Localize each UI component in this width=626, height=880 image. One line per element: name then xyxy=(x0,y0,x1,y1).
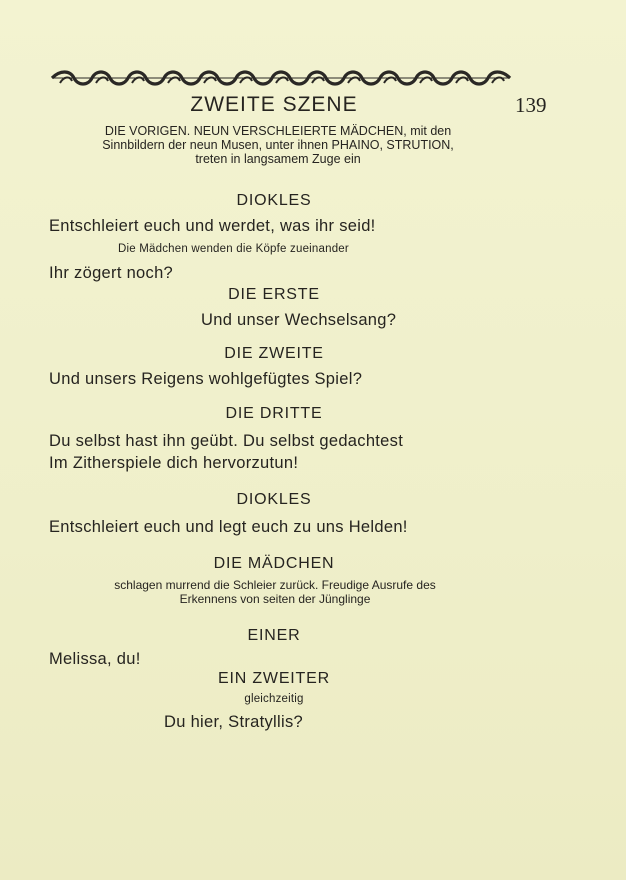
verse-line: Und unser Wechselsang? xyxy=(201,311,397,329)
cast-line: Sinnbildern der neun Musen, unter ihnen PHAINO, STRUTION, xyxy=(102,138,454,152)
verse-line: Melissa, du! xyxy=(49,650,141,668)
speaker-name: EINER xyxy=(247,627,301,644)
verse-line: Im Zitherspiele dich hervorzutun! xyxy=(49,454,299,472)
stage-direction: gleichzeitig xyxy=(244,693,304,705)
verse-line: Du hier, Stratyllis? xyxy=(164,713,303,731)
verse-line: Und unsers Reigens wohlgefügtes Spiel? xyxy=(49,370,363,388)
stage-direction xyxy=(40,578,510,606)
cast-line: treten in langsamem Zuge ein xyxy=(195,152,361,166)
verse-line: Ihr zögert noch? xyxy=(49,264,174,282)
speaker-name: DIOKLES xyxy=(236,491,312,508)
speaker-name: DIE ERSTE xyxy=(228,286,320,303)
cast-line: DIE VORIGEN. NEUN VERSCHLEIERTE MÄDCHEN, mit den xyxy=(104,124,452,138)
verse-line: Du selbst hast ihn geübt. Du selbst gedachtest xyxy=(49,432,404,450)
scene-title: ZWEITE SZENE xyxy=(190,93,358,116)
stage-direction-line: schlagen murrend die Schleier zurück. Freudige Ausrufe des xyxy=(114,578,436,592)
page-number: 139 xyxy=(515,93,547,117)
verse-line: Entschleiert euch und werdet, was ihr seid! xyxy=(49,217,376,235)
speaker-name: DIE DRITTE xyxy=(225,405,323,422)
cast-direction xyxy=(48,124,508,166)
speaker-name: DIOKLES xyxy=(236,192,312,209)
speaker-name: EIN ZWEITER xyxy=(218,670,330,687)
stage-direction-line: Erkennens von seiten der Jünglinge xyxy=(179,592,371,606)
speaker-name: DIE MÄDCHEN xyxy=(213,555,335,572)
stage-direction: Die Mädchen wenden die Köpfe zueinander xyxy=(118,243,349,255)
verse-line: Entschleiert euch und legt euch zu uns Helden! xyxy=(49,518,408,536)
speaker-name: DIE ZWEITE xyxy=(224,345,324,362)
ornamental-border-icon xyxy=(50,68,512,88)
